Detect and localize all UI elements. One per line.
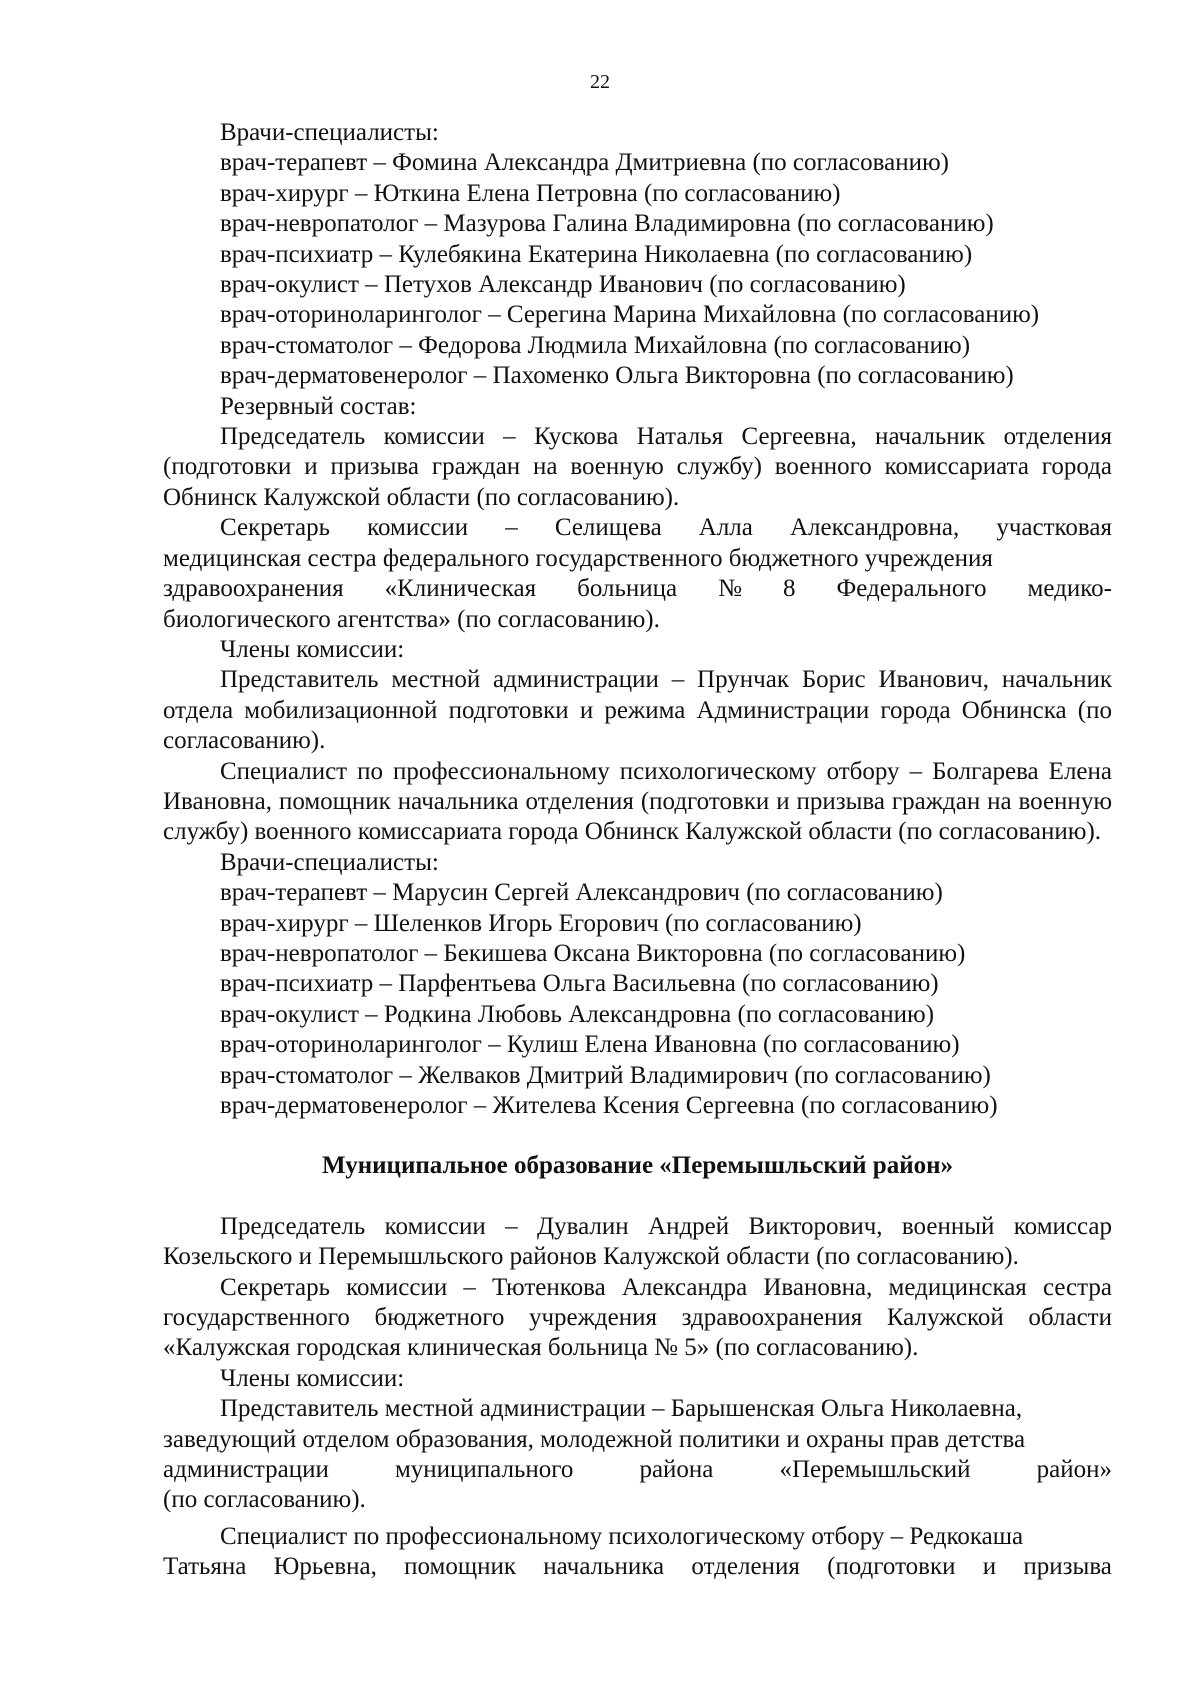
doctor-line: врач-дерматовенеролог – Жителева Ксения Сергеевна (по согласованию) <box>220 1092 998 1119</box>
section-secretary-paragraph: Секретарь комиссии – Тютенкова Александра Ивановна, медицинская сестра государственного бюджетного учреждения здравоохранения Калужской области «Калужская городская клиническая больница № 5» (по согласованию). <box>163 1273 1112 1362</box>
doctor-line: врач-окулист – Петухов Александр Иванович (по согласованию) <box>220 271 906 299</box>
reserve-secretary-line-4: биологического агентства» (по согласованию). <box>163 605 660 633</box>
doctor-line: врач-хирург – Юткина Елена Петровна (по согласованию) <box>220 179 841 207</box>
doctors-heading: Врачи-специалисты: <box>220 119 439 146</box>
section-members-heading: Члены комиссии: <box>220 1364 405 1392</box>
doctor-line: врач-хирург – Шеленков Игорь Егорович (по согласованию) <box>220 909 862 937</box>
reserve-heading: Резервный состав: <box>220 392 417 420</box>
doctor-line: врач-окулист – Родкина Любовь Александровна (по согласованию) <box>220 1000 935 1028</box>
section-admin-rep-line-1: Представитель местной администрации – Барышенская Ольга Николаевна, <box>220 1395 1023 1423</box>
doctor-line: врач-невропатолог – Бекишева Оксана Викторовна (по согласованию) <box>220 939 966 967</box>
section-chair-paragraph: Председатель комиссии – Дувалин Андрей Викторович, военный комиссар Козельского и Перемышльского районов Калужской области (по согласованию). <box>163 1212 1112 1271</box>
reserve-doctors-heading: Врачи-специалисты: <box>220 848 439 876</box>
section-heading: Муниципальное образование «Перемышльский район» <box>321 1152 954 1180</box>
section-psych-line-1: Специалист по профессиональному психологическому отбору – Редкокаша <box>220 1522 1024 1550</box>
doctor-line: врач-оториноларинголог – Серегина Марина Михайловна (по согласованию) <box>220 301 1040 329</box>
reserve-secretary-line-2: медицинская сестра федерального государственного бюджетного учреждения <box>163 544 993 572</box>
doctor-line: врач-стоматолог – Желваков Дмитрий Владимирович (по согласованию) <box>220 1061 991 1089</box>
doctor-line: врач-психиатр – Парфентьева Ольга Васильевна (по согласованию) <box>220 970 939 998</box>
document-body <box>163 118 1112 1583</box>
doctor-line: врач-терапевт – Фомина Александра Дмитриевна (по согласованию) <box>220 149 949 177</box>
doctor-line: врач-оториноларинголог – Кулиш Елена Ивановна (по согласованию) <box>220 1031 960 1059</box>
section-admin-rep-line-2: заведующий отделом образования, молодежной политики и охраны прав детства <box>163 1425 1026 1453</box>
section-psych-line-2: Татьяна Юрьевна, помощник начальника отделения (подготовки и призыва <box>163 1553 1112 1581</box>
doctor-line: врач-невропатолог – Мазурова Галина Владимировна (по согласованию) <box>220 210 994 238</box>
reserve-admin-rep-paragraph: Представитель местной администрации – Прунчак Борис Иванович, начальник отдела мобилизационной подготовки и режима Администрации города Обнинска (по согласованию). <box>163 666 1112 755</box>
doctor-line: врач-психиатр – Кулебякина Екатерина Николаевна (по согласованию) <box>220 240 973 268</box>
page-number: 22 <box>590 71 610 93</box>
reserve-members-heading: Члены комиссии: <box>220 635 405 663</box>
reserve-psych-paragraph: Специалист по профессиональному психологическому отбору – Болгарева Елена Ивановна, помощник начальника отделения (подготовки и призыва граждан на военную службу) военного комиссариата города Обнинск Калужской области (по согласованию). <box>163 757 1112 846</box>
reserve-secretary-line-3: здравоохранения «Клиническая больница № 8 Федерального медико- <box>163 575 1112 603</box>
reserve-secretary-line-1: Секретарь комиссии – Селищева Алла Александровна, участковая <box>220 514 1112 542</box>
doctor-line: врач-стоматолог – Федорова Людмила Михайловна (по согласованию) <box>220 331 971 359</box>
section-admin-rep-line-3: администрации муниципального района «Перемышльский район» <box>163 1456 1112 1484</box>
reserve-chair-paragraph: Председатель комиссии – Кускова Наталья Сергеевна, начальник отделения (подготовки и призыва граждан на военную службу) военного комиссариата города Обнинск Калужской области (по согласованию). <box>163 423 1112 511</box>
section-admin-rep-line-4: (по согласованию). <box>163 1486 366 1514</box>
doctor-line: врач-терапевт – Марусин Сергей Александрович (по согласованию) <box>220 879 943 907</box>
doctor-line: врач-дерматовенеролог – Пахоменко Ольга Викторовна (по согласованию) <box>220 362 1014 390</box>
